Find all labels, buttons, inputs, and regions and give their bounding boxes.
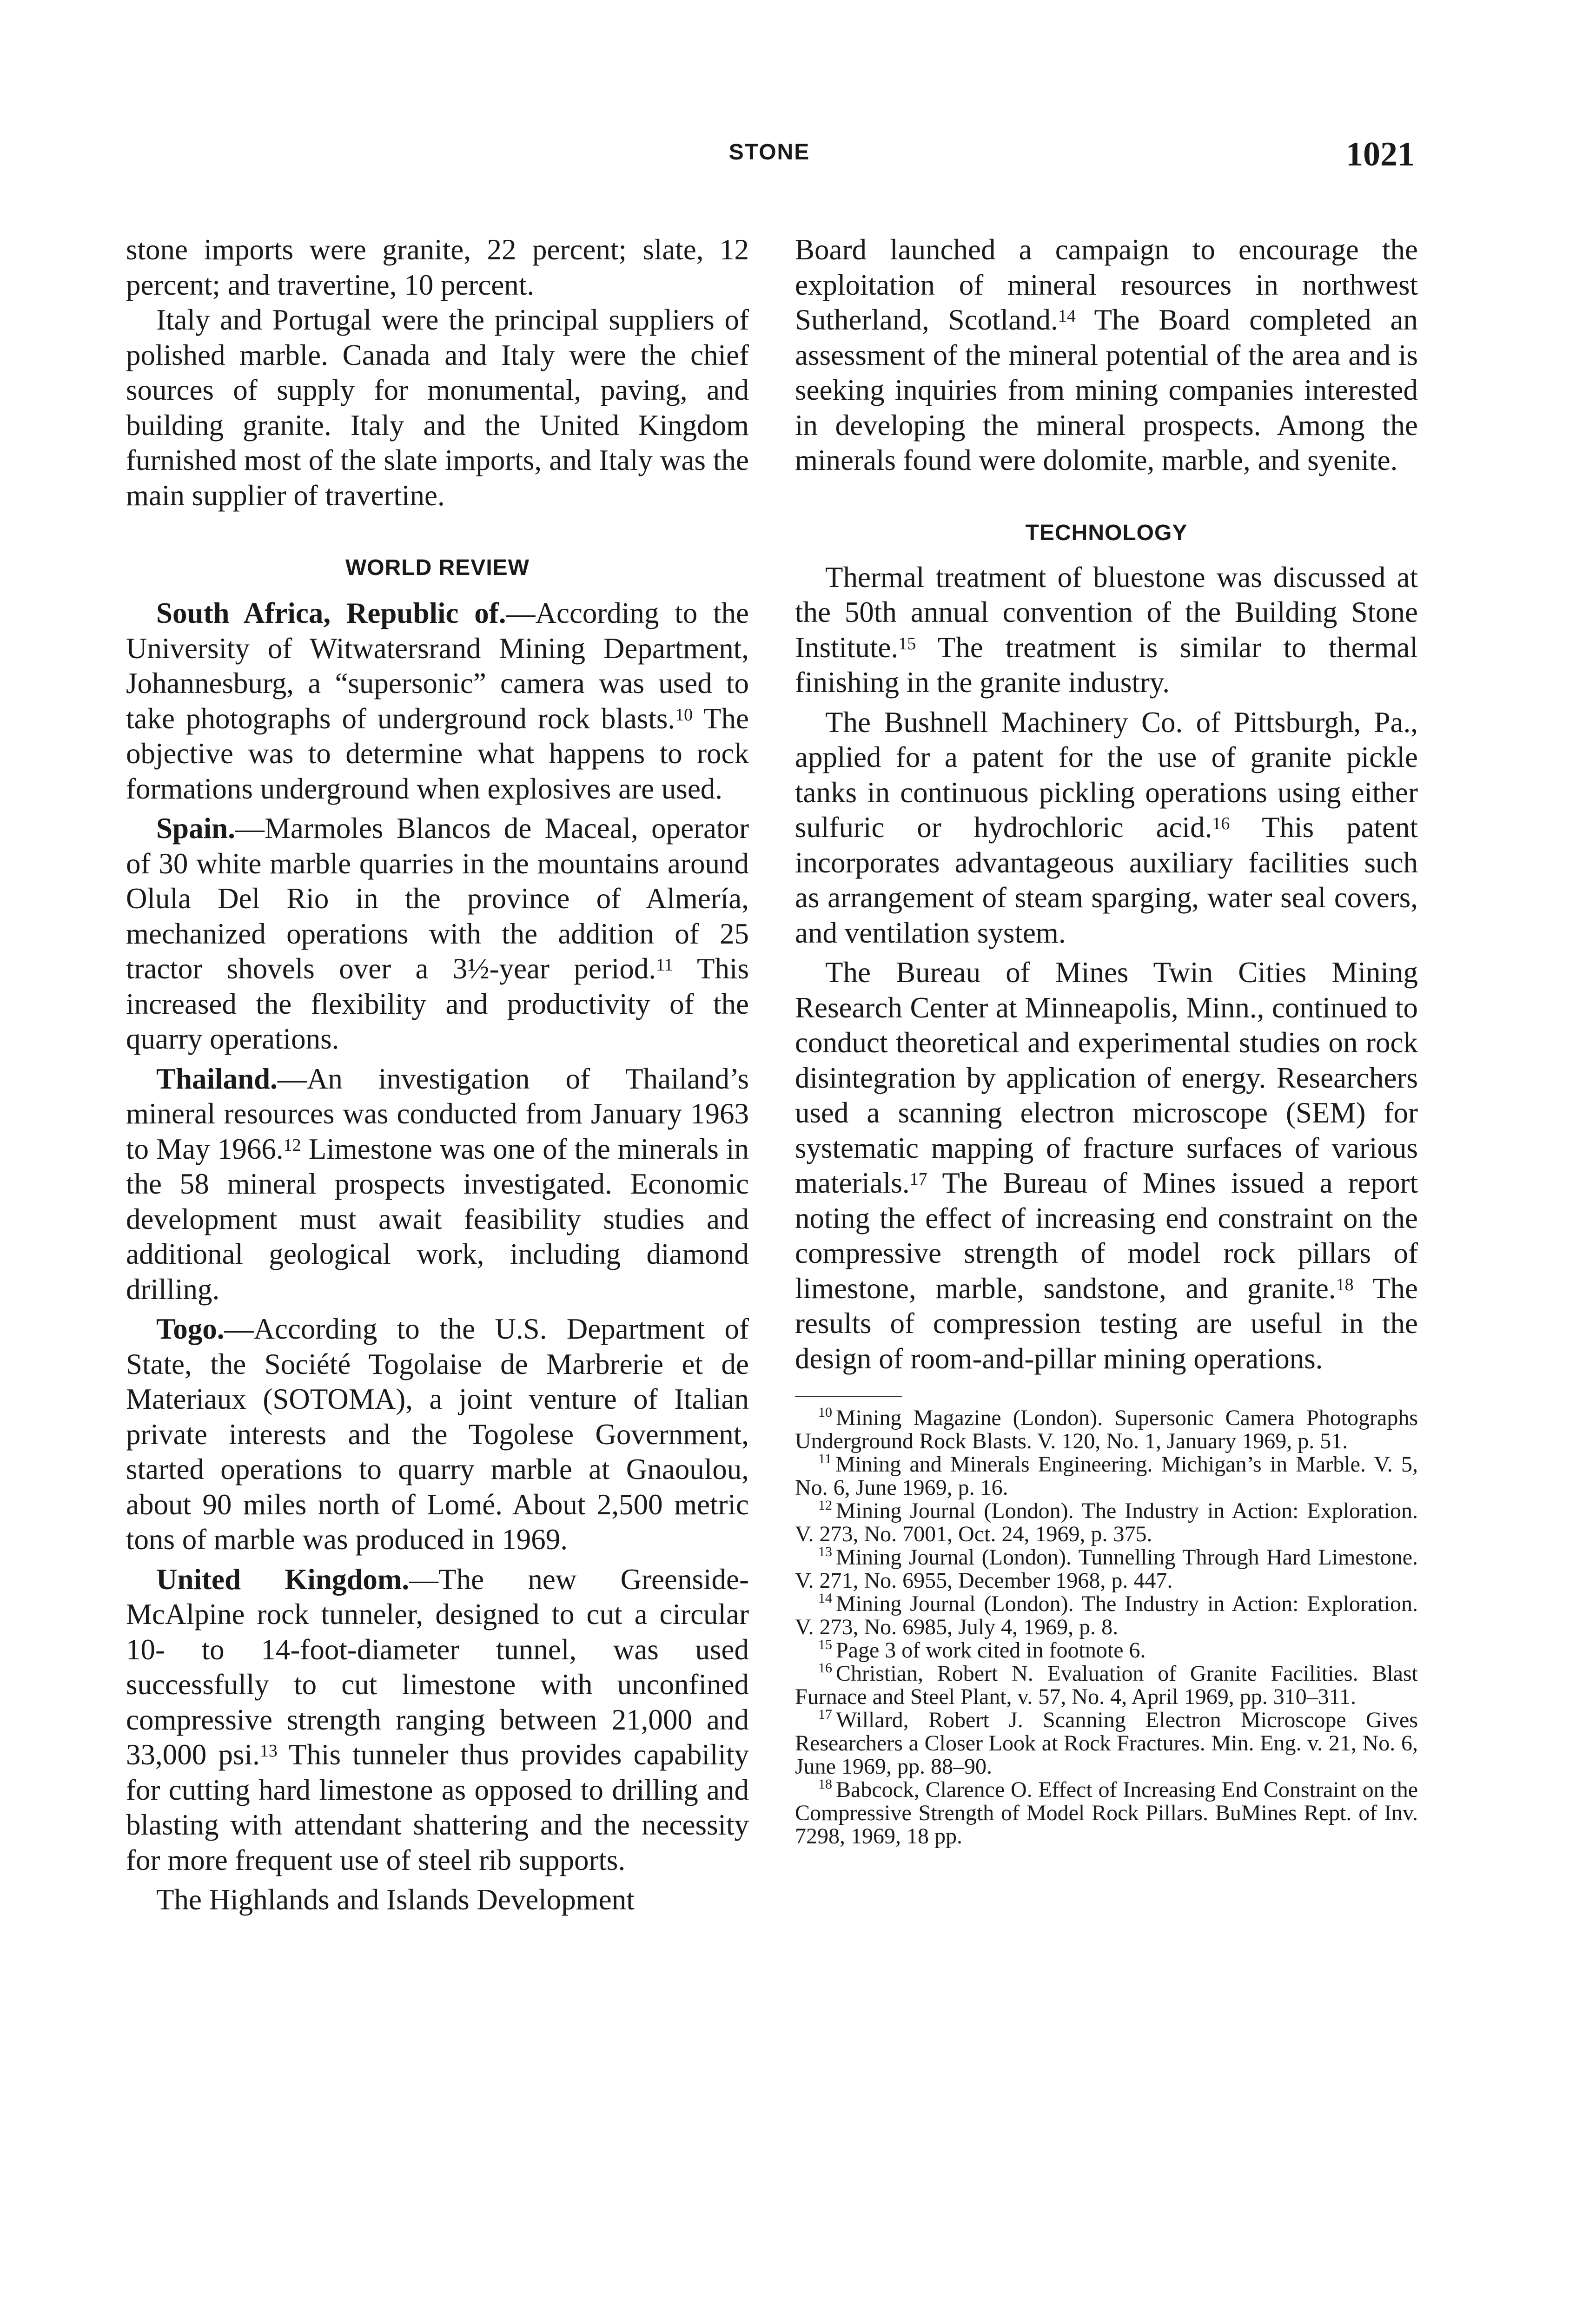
footnote-ref: 12 <box>283 1135 301 1155</box>
paragraph-imports-continued: stone imports were granite, 22 percent; slate, 12 percent; and travertine, 10 percent. <box>126 233 749 301</box>
footnote <box>795 1453 1418 1499</box>
footnote-number: 18 <box>818 1776 832 1792</box>
footnote-text: Christian, Robert N. Evaluation of Granite Facilities. Blast Furnace and Steel Plant, v. 57, No. 4, April 1969, pp. 310–311. <box>795 1661 1418 1709</box>
paragraph-text: The objective was to determine what happens to rock formations underground when explosives are used. <box>126 702 749 805</box>
footnote-ref: 10 <box>675 705 693 725</box>
footnote-text: Page 3 of work cited in footnote 6. <box>836 1638 1146 1663</box>
country-name: Thailand. <box>156 1062 278 1095</box>
paragraph-text: The Bureau of Mines Twin Cities Mining Research Center at Minneapolis, Minn., continued to conduct theoretical and experimental studies on rock disintegration by application of energy. Researchers used a scanning electron microscope (SEM) for systematic mapping of fracture surfaces of various materials. <box>795 956 1418 1199</box>
footnote <box>795 1662 1418 1709</box>
paragraph-text: Limestone was one of the minerals in the 58 mineral prospects investigated. Economic development must await feasibility studies and additional geological work, including diamond drilling. <box>126 1132 749 1306</box>
paragraph-suppliers: Italy and Portugal were the principal suppliers of polished marble. Canada and Italy were the chief sources of supply for monumental, paving, and building granite. Italy and the United Kingdom furnished most of the slate imports, and Italy was the main supplier of travertine. <box>126 304 749 512</box>
footnote-number: 17 <box>818 1707 832 1722</box>
paragraph-text: The treatment is similar to thermal finishing in the granite industry. <box>795 631 1418 699</box>
footnote-number: 14 <box>818 1591 832 1606</box>
right-column <box>795 232 1418 1848</box>
footnote-text: Mining Journal (London). The Industry in Action: Exploration. V. 273, No. 7001, Oct. 24, 1969, p. 375. <box>795 1499 1418 1546</box>
footnote-number: 16 <box>818 1660 832 1676</box>
footnotes <box>795 1406 1418 1848</box>
footnote-text: Mining Journal (London). The Industry in Action: Exploration. V. 273, No. 6985, July 4, 1969, p. 8. <box>795 1591 1418 1639</box>
footnote-ref: 18 <box>1336 1274 1354 1294</box>
footnote-ref: 11 <box>656 955 673 975</box>
footnote-ref: 16 <box>1212 813 1230 833</box>
footnote <box>795 1778 1418 1848</box>
paragraph-text: Thermal treatment of bluestone was discussed at the 50th annual convention of the Building Stone Institute. <box>795 561 1418 664</box>
paragraph-text: —According to the U.S. Department of State, the Société Togolaise de Marbrerie et de Materiaux (SOTOMA), a joint venture of Italian private interests and the Togolese Government, started operations to quarry marble at Gnaoulou, about 90 miles north of Lomé. About 2,500 metric tons of marble was produced in 1969. <box>126 1313 749 1556</box>
footnote <box>795 1639 1418 1662</box>
paragraph-text: —An investigation of Thailand’s mineral resources was conducted from January 1963 to May 1966. <box>126 1062 749 1165</box>
paragraph-togo <box>126 1312 749 1558</box>
footnote-text: Mining Magazine (London). Supersonic Camera Photographs Underground Rock Blasts. V. 120, No. 1, January 1969, p. 51. <box>795 1406 1418 1453</box>
paragraph-south-africa <box>126 596 749 806</box>
footnote <box>795 1546 1418 1592</box>
footnote <box>795 1499 1418 1546</box>
paragraph-text: This tunneler thus provides capability for cutting hard limestone as opposed to drilling and blasting with attendant shattering and the necessity for more frequent use of steel rib supports. <box>126 1738 749 1876</box>
paragraph-highlands-continued <box>795 232 1418 478</box>
world-review-heading: WORLD REVIEW <box>345 555 530 580</box>
footnote-ref: 17 <box>909 1169 927 1189</box>
footnote-number: 13 <box>818 1544 832 1559</box>
paragraph-thailand <box>126 1062 749 1307</box>
footnote-ref: 15 <box>898 634 916 654</box>
footnote-number: 10 <box>818 1405 832 1420</box>
footnote-number: 15 <box>818 1637 832 1652</box>
technology-heading: TECHNOLOGY <box>1025 520 1188 545</box>
footnote <box>795 1709 1418 1778</box>
footnote-ref: 13 <box>259 1741 278 1761</box>
country-name: Spain. <box>156 812 235 845</box>
paragraph-thermal-treatment <box>795 560 1418 700</box>
paragraph-text: —The new Greenside-McAlpine rock tunneler, designed to cut a circular 10- to 14-foot-diameter tunnel, was used successfully to cut limestone with unconfined compressive strength ranging between 21,000 and 33,000 psi. <box>126 1563 749 1771</box>
paragraph-bushnell <box>795 705 1418 951</box>
paragraph-text: This patent incorporates advantageous auxiliary facilities such as arrangement of steam sparging, water seal covers, and ventilation system. <box>795 811 1418 949</box>
footnote-text: Mining Journal (London). Tunnelling Through Hard Limestone. V. 271, No. 6955, December 1968, p. 447. <box>795 1545 1418 1593</box>
paragraph-text: The Bureau of Mines issued a report noting the effect of increasing end constraint on the compressive strength of model rock pillars of limestone, marble, sandstone, and granite. <box>795 1167 1418 1305</box>
footnote-text: Mining and Minerals Engineering. Michigan’s in Marble. V. 5, No. 6, June 1969, p. 16. <box>795 1452 1418 1500</box>
paragraph-united-kingdom <box>126 1562 749 1878</box>
country-name: Togo. <box>156 1313 225 1345</box>
paragraph-text: The Bushnell Machinery Co. of Pittsburgh, Pa., applied for a patent for the use of granite pickle tanks in continuous pickling operations using either sulfuric or hydrochloric acid. <box>795 706 1418 844</box>
page-number: 1021 <box>1346 135 1415 173</box>
footnote-text: Babcock, Clarence O. Effect of Increasing End Constraint on the Compressive Strength of Model Rock Pillars. BuMines Rept. of Inv. 7298, 1969, 18 pp. <box>795 1777 1418 1849</box>
paragraph-bureau-of-mines <box>795 955 1418 1376</box>
paragraph-text: The Board completed an assessment of the mineral potential of the area and is seeking inquiries from mining companies interested in developing the mineral prospects. Among the minerals found were dolomite, marble, and syenite. <box>795 304 1418 476</box>
country-name: South Africa, Republic of. <box>156 597 506 629</box>
paragraph-text: This increased the flexibility and productivity of the quarry operations. <box>126 952 749 1055</box>
left-column <box>126 232 749 1918</box>
paragraph-highlands-start: The Highlands and Islands Development <box>156 1883 635 1916</box>
paragraph-text: The results of compression testing are useful in the design of room-and-pillar mining operations. <box>795 1272 1418 1375</box>
paragraph-text: —According to the University of Witwatersrand Mining Department, Johannesburg, a “supersonic” camera was used to take photographs of underground rock blasts. <box>126 597 749 735</box>
paragraph-spain <box>126 811 749 1057</box>
footnote-number: 11 <box>818 1451 832 1466</box>
footnote-number: 12 <box>818 1498 832 1513</box>
running-title: STONE <box>728 140 810 165</box>
footnote-ref: 14 <box>1058 306 1076 326</box>
footnote-divider <box>795 1396 902 1397</box>
paragraph-text: Board launched a campaign to encourage the exploitation of mineral resources in northwest Sutherland, Scotland. <box>795 233 1418 336</box>
footnote <box>795 1592 1418 1639</box>
footnote-text: Willard, Robert J. Scanning Electron Microscope Gives Researchers a Closer Look at Rock Fractures. Min. Eng. v. 21, No. 6, June 1969, pp. 88–90. <box>795 1708 1418 1779</box>
paragraph-text: —Marmoles Blancos de Maceal, operator of 30 white marble quarries in the mountains around Olula Del Rio in the province of Almería, mechanized operations with the addition of 25 tractor shovels over a 3½-year period. <box>126 812 749 985</box>
country-name: United Kingdom. <box>156 1563 410 1596</box>
footnote <box>795 1406 1418 1453</box>
